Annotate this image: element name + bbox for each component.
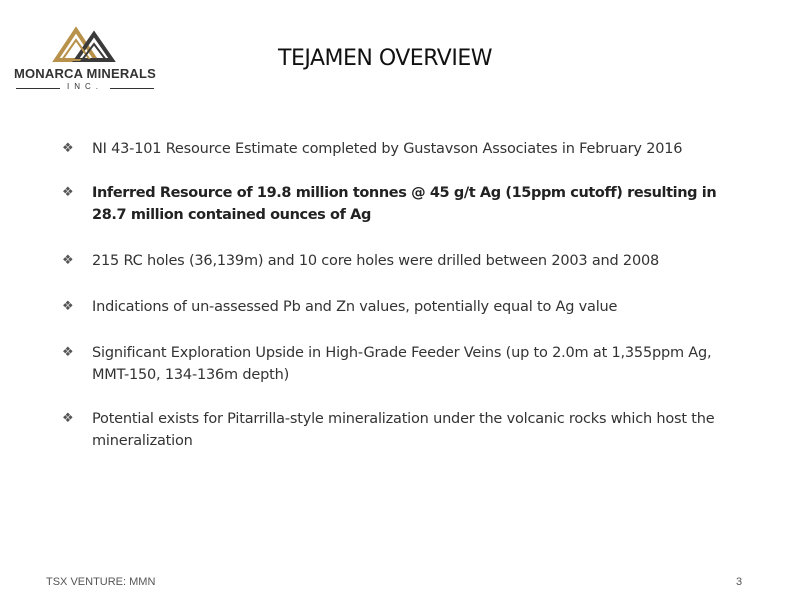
logo-inc-line: [10, 82, 160, 94]
bullet-text: 215 RC holes (36,139m) and 10 core holes were drilled between 2003 and 2008: [92, 253, 660, 269]
mountain-logo-icon: [50, 14, 122, 62]
bullet-item: [62, 138, 732, 160]
diamond-bullet-icon: ❖: [62, 184, 74, 199]
logo-company-name: MONARCA MINERALS: [13, 66, 157, 81]
bullet-item: [62, 408, 732, 452]
bullet-item: [62, 182, 732, 226]
page-title: TEJAMEN OVERVIEW: [278, 46, 492, 71]
diamond-bullet-icon: ❖: [62, 140, 74, 155]
bullet-item: [62, 296, 732, 318]
bullet-text: Significant Exploration Upside in High-Grade Feeder Veins (up to 2.0m at 1,355ppm Ag, MMT-150, 134-136m depth): [92, 345, 712, 383]
diamond-bullet-icon: ❖: [62, 252, 74, 267]
bullet-text: Potential exists for Pitarrilla-style mineralization under the volcanic rocks which host the mineralization: [92, 411, 715, 449]
logo-inc-text: INC.: [67, 82, 103, 91]
bullet-item: [62, 342, 732, 386]
bullet-text: Indications of un-assessed Pb and Zn values, potentially equal to Ag value: [92, 299, 618, 315]
bullet-text: NI 43-101 Resource Estimate completed by Gustavson Associates in February 2016: [92, 141, 683, 157]
footer-ticker: TSX VENTURE: MMN: [46, 576, 156, 588]
diamond-bullet-icon: ❖: [62, 410, 74, 425]
diamond-bullet-icon: ❖: [62, 344, 74, 359]
company-logo: [10, 14, 160, 94]
diamond-bullet-icon: ❖: [62, 298, 74, 313]
bullet-item: [62, 250, 732, 272]
page-number: 3: [736, 576, 743, 588]
bullet-text: Inferred Resource of 19.8 million tonnes @ 45 g/t Ag (15ppm cutoff) resulting in 28.7 million contained ounces of Ag: [92, 185, 717, 223]
